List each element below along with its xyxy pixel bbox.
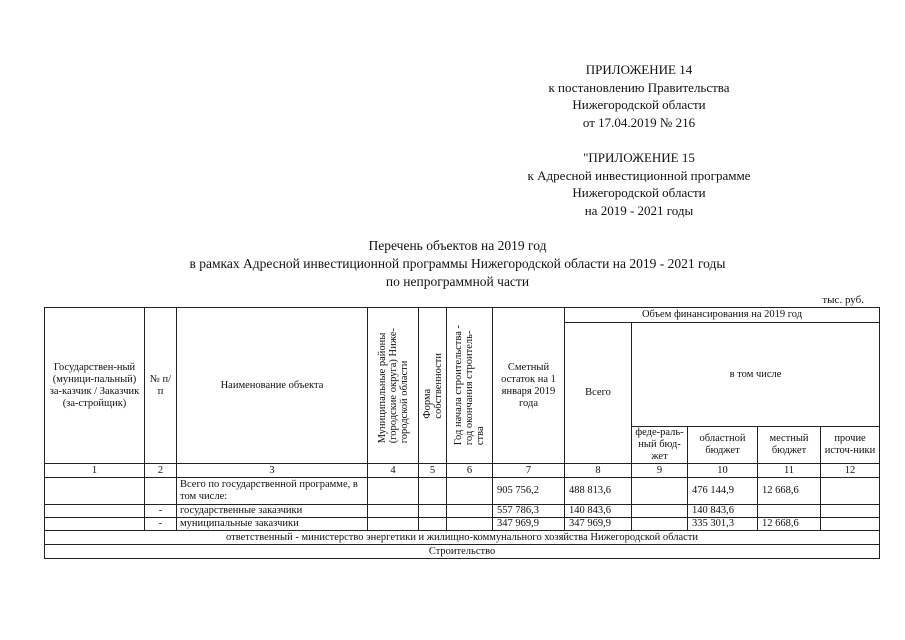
header-funding-total: Объем финансирования на 2019 год: [565, 308, 880, 323]
cell-total: 488 813,6: [565, 478, 632, 505]
section-construction: Строительство: [45, 545, 880, 559]
appendix-15-block: [489, 149, 789, 219]
cell-years: [447, 505, 493, 518]
header-including: в том числе: [632, 323, 880, 427]
cell-customer: [45, 518, 145, 531]
table-row-total: [45, 478, 880, 505]
header-customer: Государствен-ный (муници-пальный) за-казчик / Заказчик (за-стройщик): [45, 308, 145, 464]
header-total: Всего: [565, 323, 632, 464]
cell-municipal: [368, 478, 419, 505]
investment-table: [44, 307, 880, 559]
cell-ownership: [419, 518, 447, 531]
header-other: прочие источ-ники: [821, 427, 880, 464]
cell-other: [821, 505, 880, 518]
header-num: № п/п: [145, 308, 177, 464]
column-number: 10: [688, 464, 758, 478]
document-title-line1: Перечень объектов на 2019 год: [368, 238, 547, 253]
cell-local: 12 668,6: [758, 478, 821, 505]
cell-customer: [45, 505, 145, 518]
header-regional: областной бюджет: [688, 427, 758, 464]
header-years-line2: год окончания строитель-: [464, 330, 475, 446]
appendix-15-line3: на 2019 - 2021 годы: [584, 202, 694, 218]
cell-name: Всего по государственной программе, в том числе:: [177, 478, 368, 505]
column-number: 9: [632, 464, 688, 478]
cell-ownership: [419, 478, 447, 505]
cell-num: [145, 478, 177, 505]
table-row-municipal: [45, 518, 880, 531]
header-years-line1: Год начала строительства -: [453, 325, 464, 446]
cell-regional: 476 144,9: [688, 478, 758, 505]
cell-local: 12 668,6: [758, 518, 821, 531]
appendix-14-line2: Нижегородской области: [572, 97, 706, 112]
appendix-14-block: [489, 61, 789, 131]
appendix-14-title: ПРИЛОЖЕНИЕ 14: [585, 62, 693, 77]
header-years-line3: ства: [475, 426, 486, 446]
appendix-15-line1: к Адресной инвестиционной программе: [527, 167, 751, 183]
cell-years: [447, 478, 493, 505]
header-federal: феде-раль-ный бюд-жет: [632, 427, 688, 464]
cell-name: муниципальные заказчики: [177, 518, 368, 531]
header-years: [447, 308, 493, 464]
cell-num: -: [145, 505, 177, 518]
header-municipal-line2: (городские округа) Ниже-: [387, 327, 399, 444]
column-number: 1: [45, 464, 145, 478]
header-municipal-line3: городской области: [398, 360, 410, 444]
column-number: 4: [368, 464, 419, 478]
column-number: 6: [447, 464, 493, 478]
column-number: 2: [145, 464, 177, 478]
column-number: 7: [493, 464, 565, 478]
cell-regional: 335 301,3: [688, 518, 758, 531]
cell-customer: [45, 478, 145, 505]
document-title-line2: в рамках Адресной инвестиционной программы Нижегородской области на 2019 - 2021 годы: [189, 256, 726, 271]
column-number: 8: [565, 464, 632, 478]
header-municipal: [368, 308, 419, 464]
responsible-ministry: ответственный - министерство энергетики и жилищно-коммунального хозяйства Нижегородской области: [45, 531, 880, 545]
column-number: 5: [419, 464, 447, 478]
cell-municipal: [368, 518, 419, 531]
column-number: 12: [821, 464, 880, 478]
document-title-line3: по непрограммной части: [385, 274, 530, 289]
cell-federal: [632, 505, 688, 518]
cell-other: [821, 478, 880, 505]
cell-municipal: [368, 505, 419, 518]
header-local: местный бюджет: [758, 427, 821, 464]
responsible-row: [45, 531, 880, 545]
header-municipal-line1: Муниципальные районы: [376, 332, 388, 444]
cell-local: [758, 505, 821, 518]
header-estimate: Сметный остаток на 1 января 2019 года: [493, 308, 565, 464]
cell-years: [447, 518, 493, 531]
header-ownership: [419, 308, 447, 464]
cell-estimate: 557 786,3: [493, 505, 565, 518]
cell-num: -: [145, 518, 177, 531]
header-ownership-line1: Форма: [422, 388, 433, 419]
cell-regional: 140 843,6: [688, 505, 758, 518]
section-row: [45, 545, 880, 559]
cell-total: 140 843,6: [565, 505, 632, 518]
document-title: [90, 237, 825, 291]
cell-estimate: 905 756,2: [493, 478, 565, 505]
column-number: 3: [177, 464, 368, 478]
cell-other: [821, 518, 880, 531]
header-object-name: Наименование объекта: [177, 308, 368, 464]
header-ownership-line2: собственности: [433, 352, 444, 419]
cell-total: 347 969,9: [565, 518, 632, 531]
column-number: 11: [758, 464, 821, 478]
table-row-state: [45, 505, 880, 518]
cell-estimate: 347 969,9: [493, 518, 565, 531]
appendix-15-title: "ПРИЛОЖЕНИЕ 15: [583, 150, 695, 165]
appendix-14-line3: от 17.04.2019 № 216: [582, 114, 696, 130]
units-label: тыс. руб.: [822, 294, 864, 306]
appendix-15-line2: Нижегородской области: [572, 185, 706, 200]
cell-federal: [632, 478, 688, 505]
appendix-14-line1: к постановлению Правительства: [548, 79, 730, 95]
column-number-row: [45, 464, 880, 478]
cell-name: государственные заказчики: [177, 505, 368, 518]
cell-federal: [632, 518, 688, 531]
cell-ownership: [419, 505, 447, 518]
header-row-1: [45, 308, 880, 323]
